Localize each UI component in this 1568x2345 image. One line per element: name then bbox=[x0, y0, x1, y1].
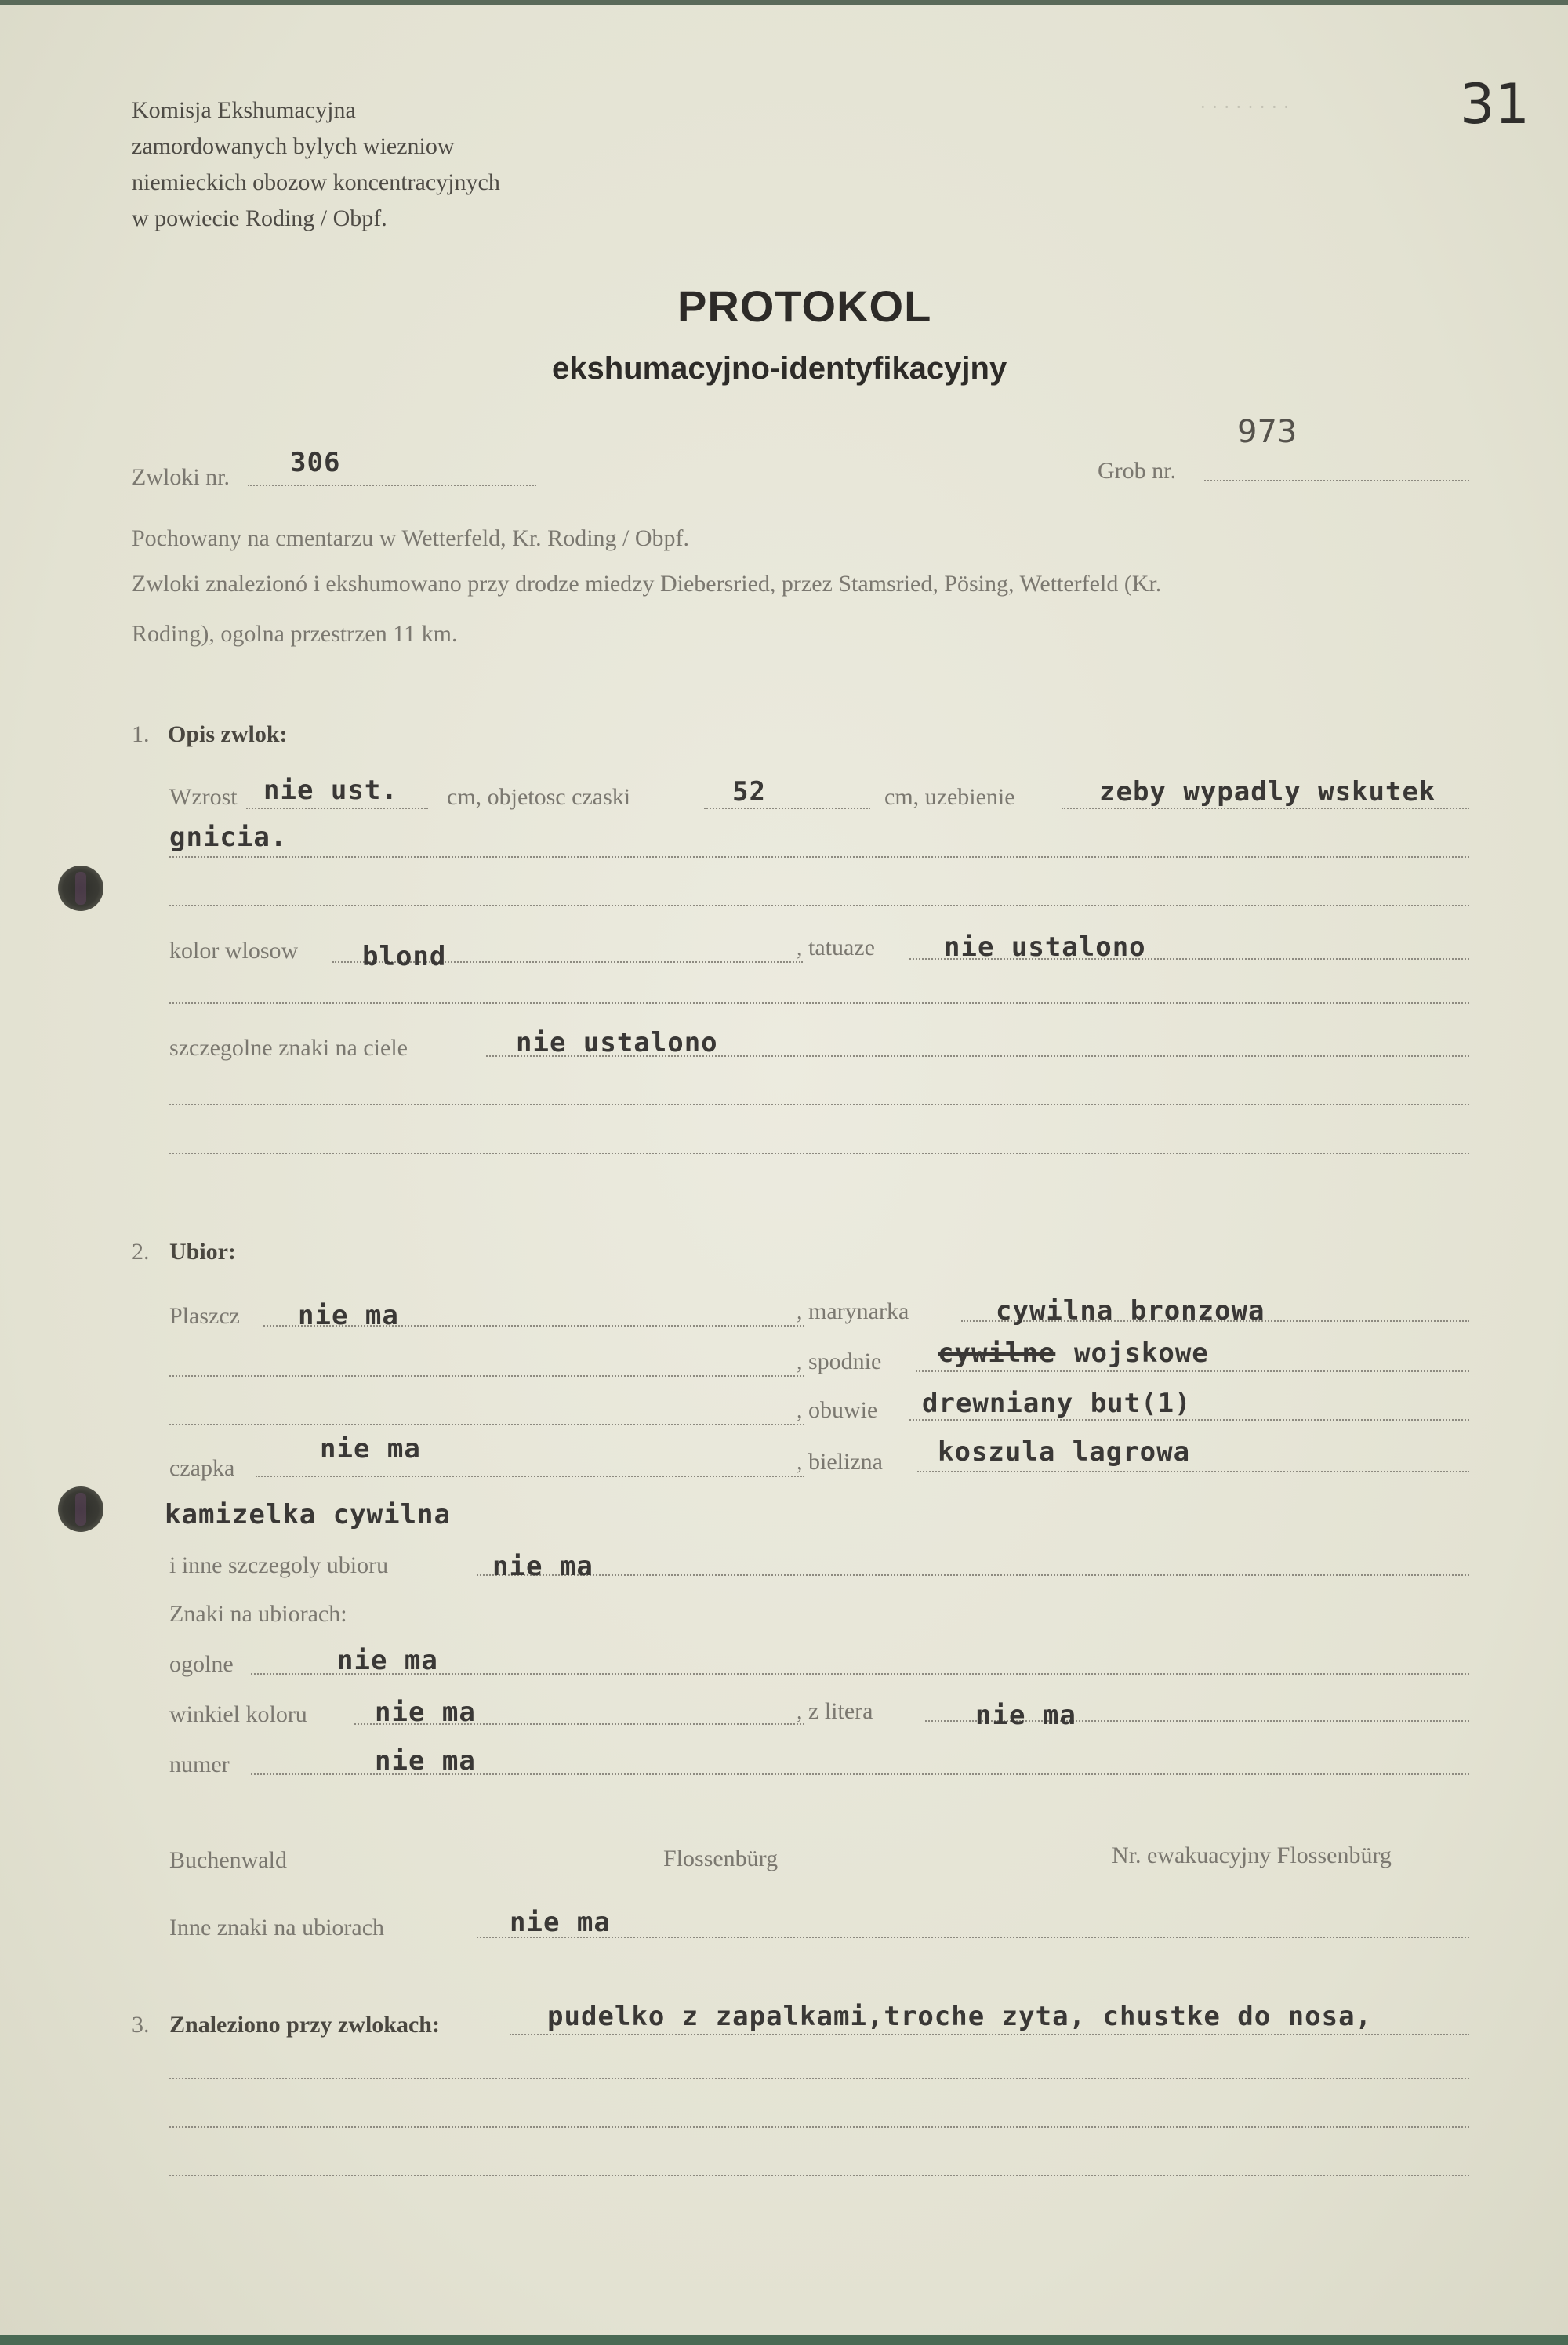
section2-number: 2. bbox=[132, 1239, 150, 1265]
scan-edge-bottom bbox=[0, 2335, 1568, 2345]
czaszka-label: cm, objetosc czaski bbox=[447, 784, 631, 810]
numer-label: numer bbox=[169, 1751, 230, 1777]
bielizna-value: koszula lagrowa bbox=[938, 1436, 1191, 1468]
pochowany-text: Pochowany na cmentarzu w Wetterfeld, Kr. Roding / Obpf. bbox=[132, 525, 690, 551]
zwloki-label: Zwloki nr. bbox=[132, 464, 230, 490]
blank-line bbox=[169, 1153, 1469, 1154]
uzebienie-label: cm, uzebienie bbox=[884, 784, 1015, 810]
numer-value: nie ma bbox=[375, 1745, 476, 1777]
section3-value: pudelko z zapalkami,troche zyta, chustke do nosa, bbox=[547, 2001, 1373, 2032]
section1-number: 1. bbox=[132, 721, 150, 747]
spodnie-line bbox=[916, 1370, 1469, 1372]
header-line-4: w powiecie Roding / Obpf. bbox=[132, 205, 387, 231]
plaszcz-label: Plaszcz bbox=[169, 1303, 240, 1329]
czapka-value: nie ma bbox=[320, 1433, 421, 1465]
blank-line bbox=[169, 1002, 1469, 1004]
znaki-value: nie ustalono bbox=[516, 1027, 718, 1058]
punch-hole bbox=[58, 1486, 103, 1532]
wzrost-value: nie ust. bbox=[263, 775, 398, 806]
znaki-label: szczegolne znaki na ciele bbox=[169, 1035, 408, 1061]
marynarka-label: , marynarka bbox=[797, 1298, 909, 1324]
page-number: 31 bbox=[1460, 72, 1530, 136]
bielizna-line bbox=[917, 1471, 1469, 1472]
znaleziono-text-2: Roding), ogolna przestrzen 11 km. bbox=[132, 621, 458, 647]
marynarka-value: cywilna bronzowa bbox=[996, 1295, 1265, 1327]
ogolne-label: ogolne bbox=[169, 1651, 234, 1677]
blank-line bbox=[169, 1375, 804, 1377]
spodnie-label: , spodnie bbox=[797, 1349, 882, 1374]
litera-label: , z litera bbox=[797, 1698, 873, 1724]
spodnie-struck-value: cywilne bbox=[938, 1338, 1056, 1369]
punch-hole bbox=[58, 866, 103, 911]
tatuaze-value: nie ustalono bbox=[944, 931, 1146, 963]
czaszka-line bbox=[704, 808, 870, 809]
spodnie-value: wojskowe bbox=[1074, 1338, 1209, 1369]
obuwie-value: drewniany but(1) bbox=[922, 1388, 1192, 1419]
kamizelka-value: kamizelka cywilna bbox=[165, 1499, 451, 1530]
section3-heading: Znaleziono przy zwlokach: bbox=[169, 2012, 440, 2038]
znaki-ubior-label: Znaki na ubiorach: bbox=[169, 1601, 347, 1627]
inne-znaki-value: nie ma bbox=[510, 1907, 611, 1938]
zwloki-value: 306 bbox=[290, 447, 341, 478]
inne-znaki-line bbox=[477, 1937, 1469, 1938]
header-line-3: niemieckich obozow koncentracyjnych bbox=[132, 169, 500, 195]
uzebienie-line bbox=[1062, 808, 1469, 809]
wzrost-line bbox=[246, 808, 428, 809]
header-line-1: Komisja Ekshumacyjna bbox=[132, 97, 356, 123]
blank-line bbox=[169, 2126, 1469, 2128]
flossenburg-label: Flossenbürg bbox=[663, 1846, 779, 1871]
czaszka-value: 52 bbox=[732, 776, 766, 808]
buchenwald-label: Buchenwald bbox=[169, 1847, 287, 1873]
zwloki-line bbox=[248, 485, 536, 486]
inne-value: nie ma bbox=[492, 1551, 593, 1582]
znaleziono-text-1: Zwloki znalezionó i ekshumowano przy drodze miedzy Diebersried, przez Stamsried, Pösing, Wetterfeld (Kr. bbox=[132, 571, 1162, 597]
bielizna-label: , bielizna bbox=[797, 1449, 883, 1475]
inne-znaki-label: Inne znaki na ubiorach bbox=[169, 1915, 385, 1940]
winkiel-label: winkiel koloru bbox=[169, 1701, 307, 1727]
uzebienie-value-cont: gnicia. bbox=[169, 822, 288, 853]
blank-line bbox=[169, 2175, 1469, 2176]
bleed-through-text: · · · · · · · · bbox=[1200, 96, 1290, 118]
blank-line bbox=[169, 2078, 1469, 2079]
blank-line bbox=[169, 1104, 1469, 1105]
header-line-2: zamordowanych bylych wiezniow bbox=[132, 133, 455, 159]
section2-heading: Ubior: bbox=[169, 1239, 236, 1265]
czapka-label: czapka bbox=[169, 1455, 235, 1481]
inne-line bbox=[477, 1574, 1469, 1576]
kolor-value: blond bbox=[362, 941, 447, 972]
scan-edge-top bbox=[0, 0, 1568, 5]
obuwie-label: , obuwie bbox=[797, 1397, 878, 1423]
obuwie-line bbox=[909, 1419, 1469, 1421]
grob-value: 973 bbox=[1237, 414, 1298, 450]
uzebienie-line-2 bbox=[169, 856, 1469, 858]
blank-line bbox=[169, 905, 1469, 906]
czapka-line bbox=[256, 1476, 804, 1477]
page-title: PROTOKOL bbox=[677, 281, 932, 331]
tatuaze-label: , tatuaze bbox=[797, 935, 875, 960]
blank-line bbox=[169, 1424, 804, 1425]
winkiel-value: nie ma bbox=[375, 1697, 476, 1728]
section3-line bbox=[510, 2034, 1469, 2035]
grob-line bbox=[1204, 480, 1469, 481]
section1-heading: Opis zwlok: bbox=[168, 721, 288, 747]
wzrost-label: Wzrost bbox=[169, 784, 238, 810]
inne-label: i inne szczegoly ubioru bbox=[169, 1552, 389, 1578]
litera-value: nie ma bbox=[975, 1700, 1076, 1731]
kolor-label: kolor wlosow bbox=[169, 938, 299, 964]
nr-ewak-label: Nr. ewakuacyjny Flossenbürg bbox=[1112, 1842, 1392, 1868]
grob-label: Grob nr. bbox=[1098, 458, 1176, 484]
page-subtitle: ekshumacyjno-identyfikacyjny bbox=[552, 351, 1007, 386]
uzebienie-value: zeby wypadly wskutek bbox=[1099, 776, 1436, 808]
ogolne-value: nie ma bbox=[337, 1645, 438, 1676]
plaszcz-value: nie ma bbox=[298, 1300, 399, 1331]
section3-number: 3. bbox=[132, 2012, 150, 2038]
